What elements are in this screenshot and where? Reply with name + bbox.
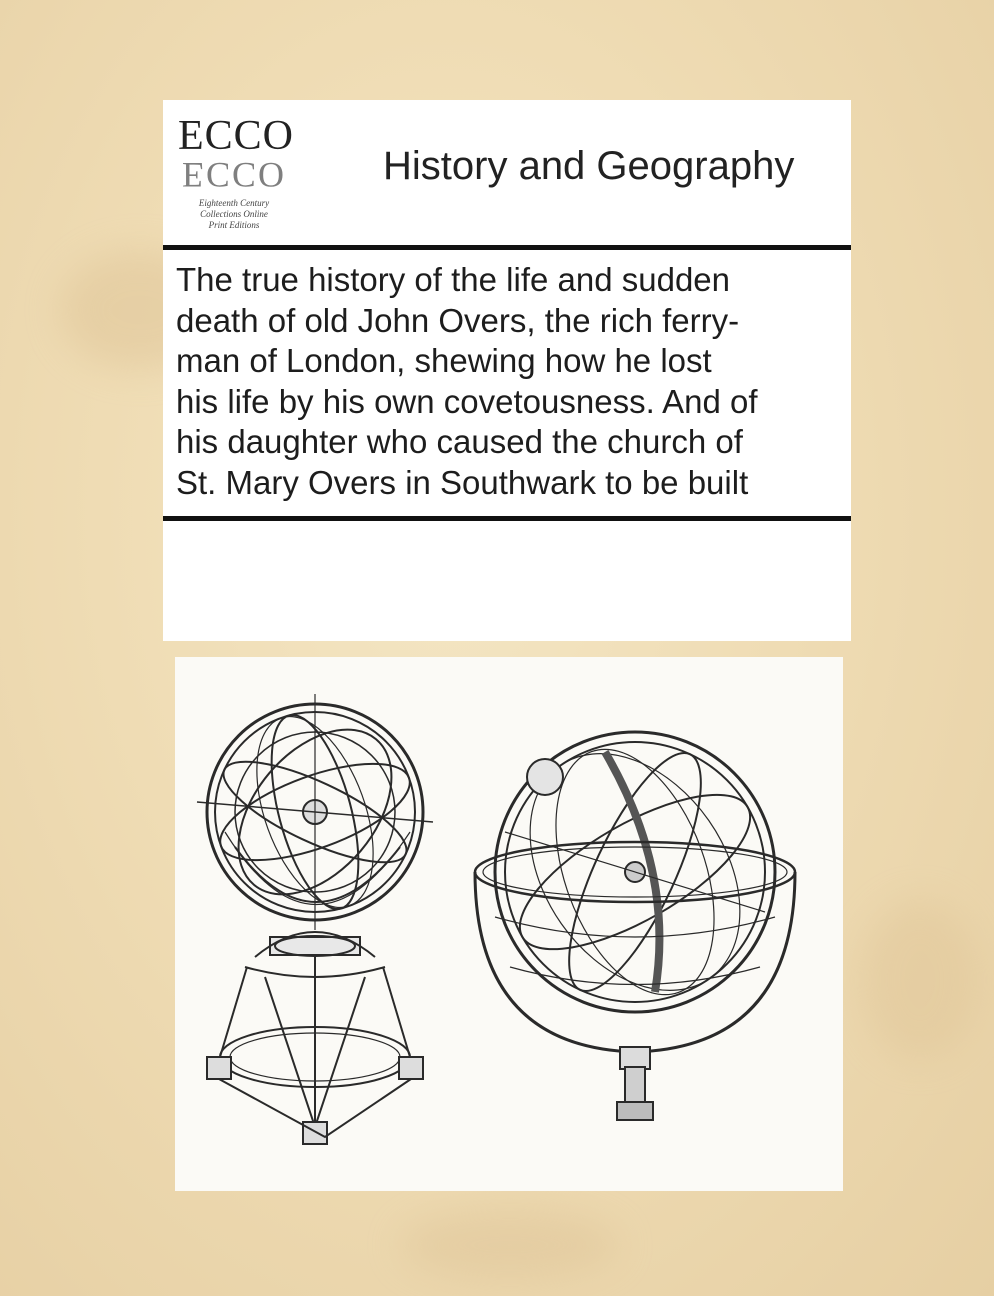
title-panel	[163, 100, 851, 641]
book-title	[176, 260, 846, 503]
right-armillary-sphere	[487, 714, 784, 1030]
logo-caption-line: Print Editions	[208, 220, 260, 230]
category-heading: History and Geography	[383, 144, 795, 188]
bottom-rule	[163, 516, 851, 521]
title-line: death of old John Overs, the rich ferry-	[176, 301, 740, 339]
logo-caption-line: Eighteenth Century	[198, 198, 270, 208]
right-bowl-and-base	[475, 842, 795, 1120]
paper-stain	[400, 1210, 620, 1280]
title-line: his life by his own covetousness. And of	[176, 382, 758, 420]
top-rule	[163, 245, 851, 250]
paper-stain	[860, 900, 980, 1060]
logo-wordmark: ECCO	[178, 113, 295, 159]
logo-caption-line: Collections Online	[200, 209, 268, 219]
title-line: man of London, shewing how he lost	[176, 342, 712, 379]
logo-reflection: ECCO	[181, 155, 286, 195]
frontispiece-illustration	[175, 657, 843, 1191]
title-line: The true history of the life and sudden	[176, 261, 731, 298]
left-armillary-sphere	[197, 694, 433, 930]
armillary-spheres-engraving	[175, 657, 843, 1191]
title-line: his daughter who caused the church of	[176, 423, 743, 460]
title-line: St. Mary Overs in Southwark to be built	[176, 463, 749, 501]
ecco-logo	[178, 113, 295, 239]
logo-caption	[178, 198, 290, 231]
